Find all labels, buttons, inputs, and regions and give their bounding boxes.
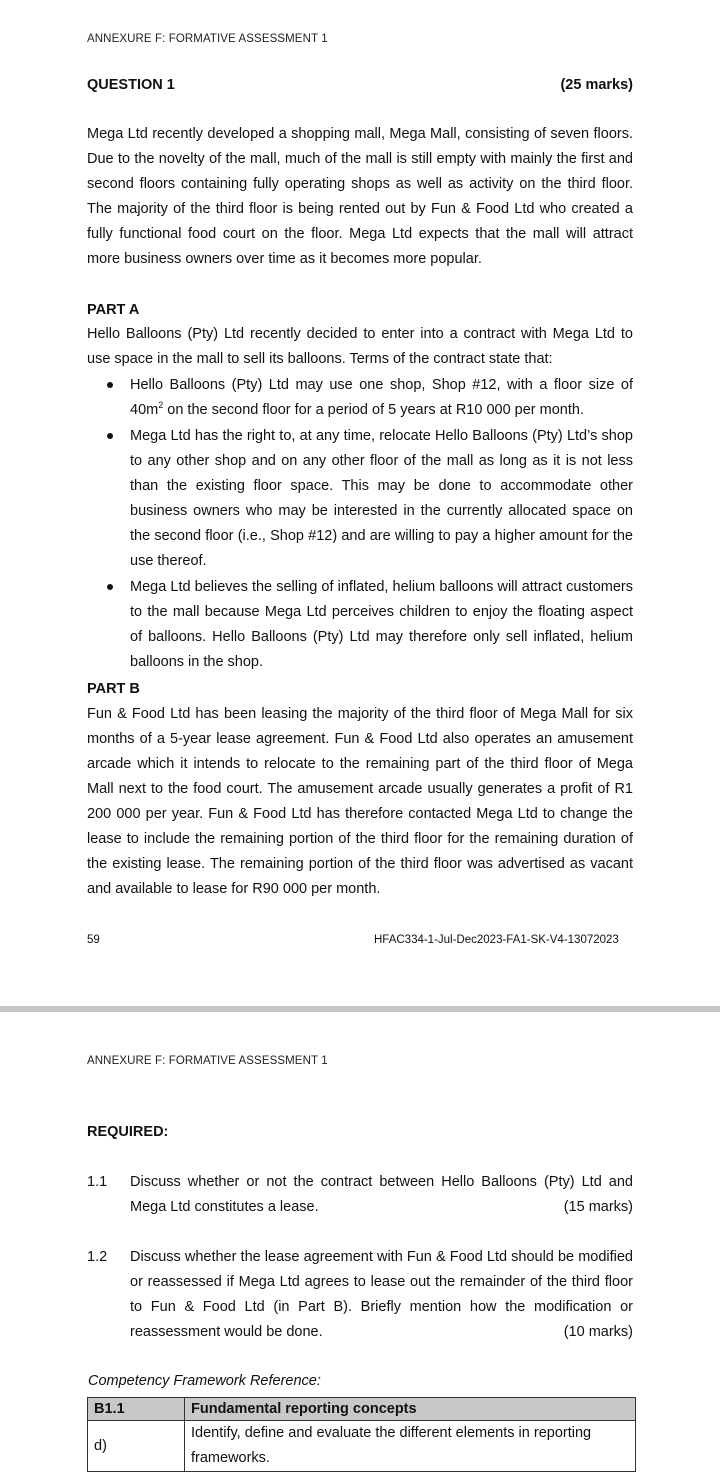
- superscript: 2: [158, 400, 164, 411]
- bullet-text-2: Mega Ltd has the right to, at any time, relocate Hello Balloons (Pty) Ltd’s shop to any other shop and on any other floor of the mall as long as it is not less than the existing floor space. This may be done to accommodate other business owners who may be interested in the currently allocated space on the second floor (i.e., Shop #12) and are willing to pay a higher amount for the use thereof.: [130, 428, 633, 569]
- required-heading: REQUIRED:: [87, 1124, 169, 1140]
- bullet-icon: [107, 382, 113, 388]
- item-text: Discuss whether or not the contract between Hello Balloons (Pty) Ltd and Mega Ltd constitutes a lease.: [130, 1174, 633, 1215]
- table-cell-description: Identify, define and evaluate the different elements in reporting frameworks.: [185, 1421, 636, 1472]
- part-b-heading: PART B: [87, 681, 140, 697]
- list-item: [130, 575, 633, 675]
- item-text: Discuss whether the lease agreement with Fun & Food Ltd should be modified or reassessed if Mega Ltd agrees to lease out the remainder of the third floor to Fun & Food Ltd (in Part B). Briefly mention how the modification or reassessment would be done.: [130, 1249, 633, 1340]
- page-header: ANNEXURE F: FORMATIVE ASSESSMENT 1: [87, 33, 328, 45]
- page-header: ANNEXURE F: FORMATIVE ASSESSMENT 1: [87, 1055, 328, 1067]
- bullet-text-3: Mega Ltd believes the selling of inflated, helium balloons will attract customers to the mall because Mega Ltd perceives children to enjoy the floating aspect of balloons. Hello Balloons (Pty) Ltd may therefore only sell inflated, helium balloons in the shop.: [130, 579, 633, 670]
- part-a-paragraph: Hello Balloons (Pty) Ltd recently decided to enter into a contract with Mega Ltd to use space in the mall to sell its balloons. Terms of the contract state that:: [87, 326, 633, 367]
- bullet-text-1: Hello Balloons (Pty) Ltd may use one shop, Shop #12, with a floor size of 40m: [130, 377, 633, 418]
- bullet-icon: [107, 433, 113, 439]
- table-row: [88, 1421, 636, 1472]
- part-b-paragraph: Fun & Food Ltd has been leasing the majority of the third floor of Mega Mall for six months of a 5-year lease agreement. Fun & Food Ltd also operates an amusement arcade which it intends to relocate to the remaining part of the third floor of Mega Mall next to the food court. The amusement arcade usually generates a profit of R1 200 000 per year. Fun & Food Ltd has therefore contacted Mega Ltd to change the lease to include the remaining portion of the third floor for the remaining duration of the existing lease. The remaining portion of the third floor was advertised as vacant and available to lease for R90 000 per month.: [87, 706, 633, 897]
- table-cell-code: B1.1: [88, 1398, 185, 1421]
- intro-paragraph: Mega Ltd recently developed a shopping mall, Mega Mall, consisting of seven floors. Due to the novelty of the mall, much of the mall is still empty with mainly the first and second floors containing fully operating shops as well as activity on the third floor. The majority of the third floor is being rented out by Fun & Food Ltd who created a fully functional food court on the floor. Mega Ltd expects that the mall will attract more business owners over time as it becomes more popular.: [87, 126, 633, 267]
- item-number: 1.2: [87, 1249, 108, 1265]
- bullet-text-1-rest: on the second floor for a period of 5 years at R10 000 per month.: [163, 402, 584, 418]
- question-title: QUESTION 1: [87, 77, 175, 93]
- list-item: [130, 424, 633, 574]
- list-item: [130, 373, 633, 423]
- document-code: HFAC334-1-Jul-Dec2023-FA1-SK-V4-13072023: [374, 934, 619, 946]
- table-header-row: [88, 1398, 636, 1421]
- required-item-1-1: [87, 1170, 633, 1220]
- table-cell-title: Fundamental reporting concepts: [185, 1398, 636, 1421]
- item-number: 1.1: [87, 1174, 108, 1190]
- page-number: 59: [87, 934, 100, 946]
- competency-framework-label: Competency Framework Reference:: [88, 1373, 321, 1389]
- item-marks: (15 marks): [563, 1199, 633, 1215]
- part-a-heading: PART A: [87, 302, 140, 318]
- item-marks: (10 marks): [563, 1324, 633, 1340]
- question-marks: (25 marks): [560, 77, 633, 93]
- competency-table: [87, 1397, 636, 1472]
- document-page-2: [0, 1012, 720, 1480]
- bullet-icon: [107, 584, 113, 590]
- contract-terms-list: [130, 373, 633, 676]
- table-cell-code: d): [88, 1421, 185, 1472]
- required-item-1-2: [87, 1245, 633, 1345]
